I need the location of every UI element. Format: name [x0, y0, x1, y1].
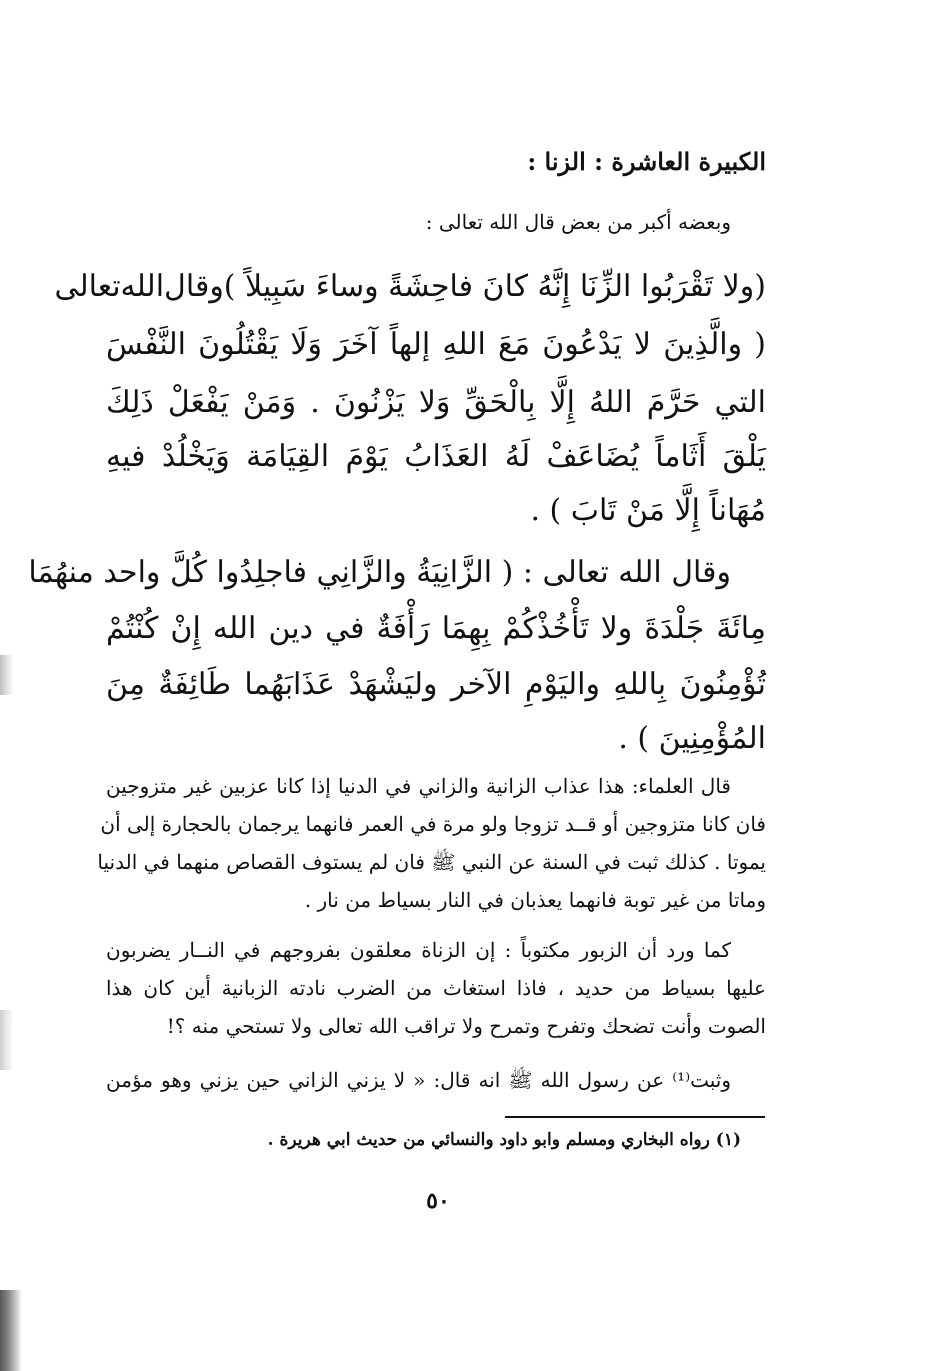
paragraph-line: كما ورد أن الزبور مكتوباً : إن الزناة معلقون بفروجهم في النــار يضربون — [106, 938, 731, 962]
chapter-heading: الكبيرة العاشرة : الزنا : — [527, 147, 766, 176]
verse-line: مُهَاناً إِلَّا مَنْ تَابَ ) . — [530, 493, 766, 528]
paragraph-line: الصوت وأنت تضحك وتفرح وتمرح ولا تراقب الله تعالى ولا تستحي منه ؟! — [166, 1014, 766, 1038]
verse-line: يَلْقَ أَثَاماً يُضَاعَفْ لَهُ العَذَابُ يَوْمَ القِيَامَة وَيَخْلُدْ فيهِ — [106, 439, 766, 474]
paragraph-line: وثبت⁽¹⁾ عن رسول الله ﷺ انه قال: « لا يزني الزاني حين يزني وهو مؤمن — [106, 1068, 731, 1092]
paragraph-line: عليها بسياط من حديد ، فاذا استغاث من الضرب نادته الزبانية أين كان هذا — [106, 976, 766, 1000]
verse-line: تُؤْمِنُونَ بِاللهِ واليَوْمِ الآخر وليَشْهَدْ عَذَابَهُما طَائِفَةٌ مِنَ — [106, 667, 766, 702]
footnote-divider — [505, 1116, 765, 1118]
scan-edge-mark — [0, 1010, 14, 1070]
paragraph-line: قال العلماء: هذا عذاب الزانية والزاني في الدنيا إذا كانا عزبين غير متزوجين — [106, 774, 731, 798]
intro-line: وبعضه أكبر من بعض قال الله تعالى : — [425, 210, 731, 234]
page-number: ٥٠ — [426, 1188, 450, 1214]
paragraph-line: وماتا من غير توبة فانهما يعذبان في النار بسياط من نار . — [304, 888, 766, 912]
verse-line: التي حَرَّمَ اللهُ إِلَّا بِالْحَقِّ وَلا يَزْنُونَ . وَمَنْ يَفْعَلْ ذَلِكَ — [106, 385, 766, 420]
paragraph-line: يموتا . كذلك ثبت في السنة عن النبي ﷺ فان لم يستوف القصاص منهما في الدنيا — [97, 850, 766, 874]
verse-line: ( والَّذِينَ لا يَدْعُونَ مَعَ اللهِ إلهاً آخَرَ وَلَا يَقْتُلُونَ النَّفْسَ — [106, 327, 766, 362]
verse-line: مِائَةَ جَلْدَةَ ولا تَأْخُذْكُمْ بِهِمَا رَأْفَةٌ في دين الله إِنْ كُنْتُمْ — [106, 611, 766, 646]
verse-line: وقال الله تعالى : ( الزَّانِيَةُ والزَّانِي فاجلِدُوا كُلَّ واحد منهُمَا — [28, 555, 731, 590]
verse-line: المُؤْمِنِينَ ) . — [618, 721, 766, 756]
scan-edge-mark — [0, 655, 14, 695]
verse-line: (ولا تَقْرَبُوا الزِّنَا إِنَّهُ كانَ فاحِشَةً وساءَ سَبِيلاً )وقال‌الله‌تعالى — [54, 269, 766, 304]
footnote: (١) رواه البخاري ومسلم وابو داود والنسائي من حديث ابي هريرة . — [267, 1130, 741, 1150]
scan-edge-mark — [0, 1290, 22, 1371]
paragraph-line: فان كانا متزوجين أو قــد تزوجا ولو مرة في العمر فانهما يرجمان بالحجارة إلى أن — [100, 812, 766, 836]
